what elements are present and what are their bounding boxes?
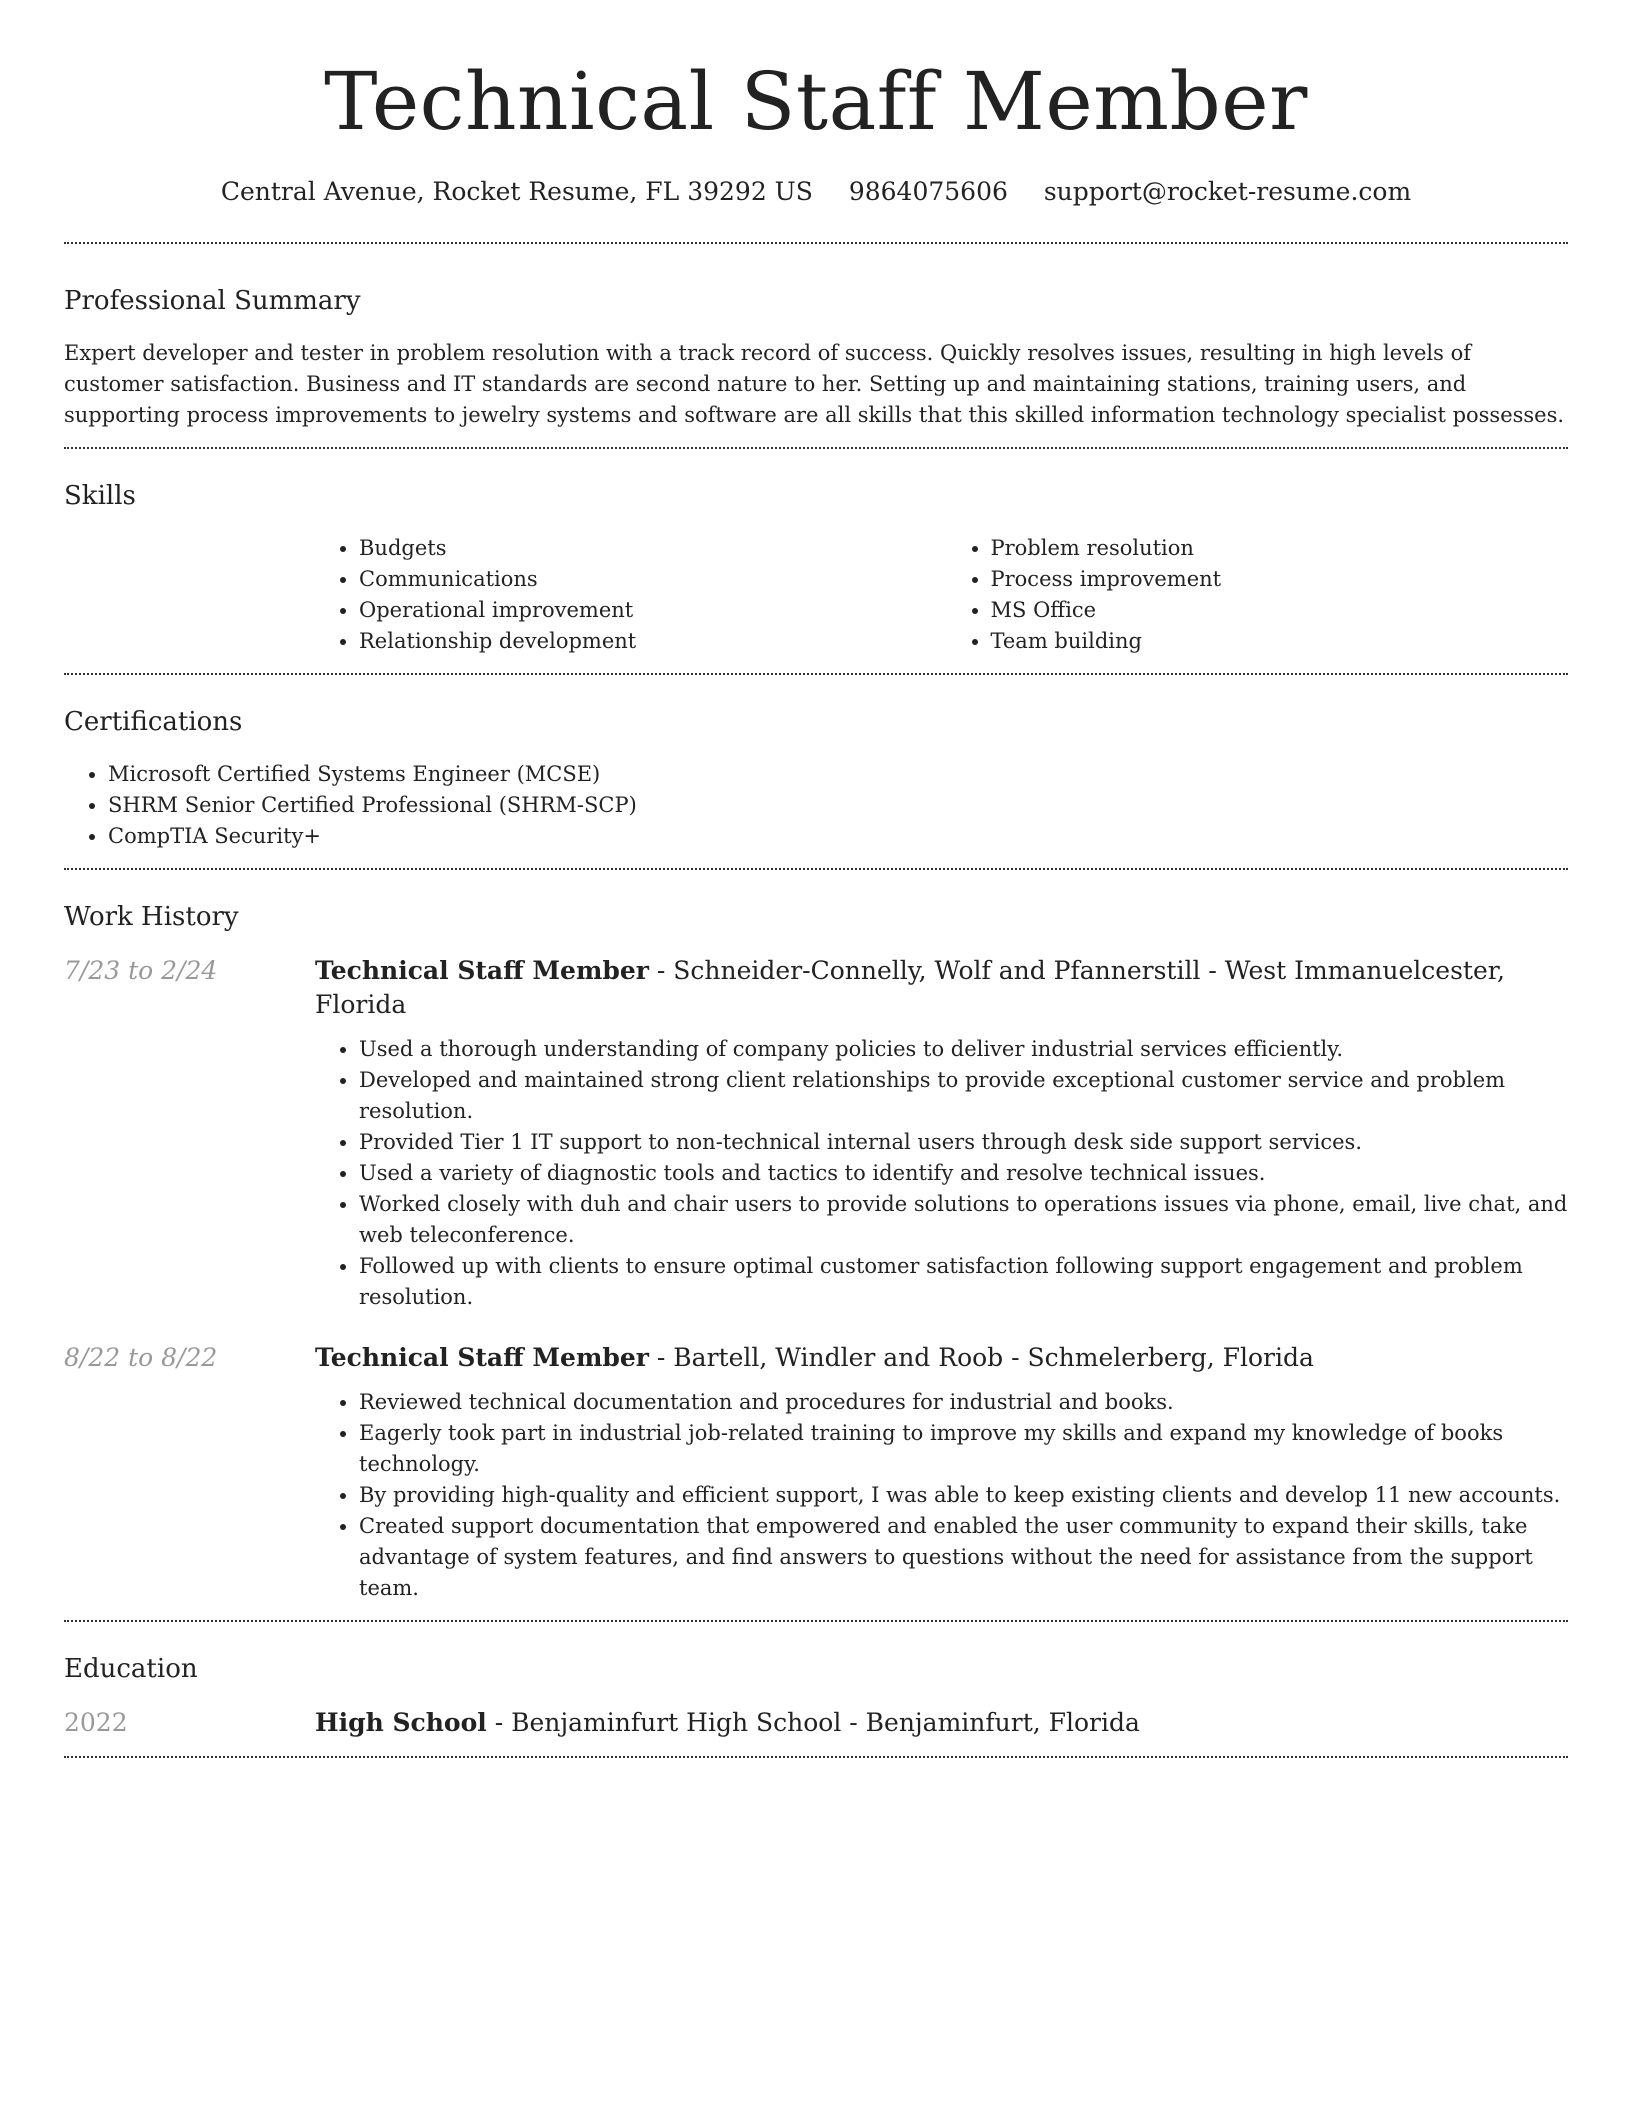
candidate-name: Technical Staff Member <box>324 55 1308 148</box>
job-bullet: • Reviewed technical documentation and procedures for industrial and books. <box>359 1387 1568 1418</box>
work-history-section <box>64 870 1568 1620</box>
skill-item: • Problem resolution <box>991 533 1569 564</box>
skills-list-right <box>947 533 1569 657</box>
skills-section <box>64 449 1568 673</box>
job-bullet: • Followed up with clients to ensure optimal customer satisfaction following support engagement and problem resolution. <box>359 1251 1568 1313</box>
certifications-heading: Certifications <box>64 707 243 737</box>
education-entry <box>64 1706 1568 1740</box>
work-history-heading: Work History <box>64 902 239 932</box>
skill-item: • Budgets <box>359 533 937 564</box>
job-heading <box>315 1341 1568 1375</box>
certification-item: • CompTIA Security+ <box>108 821 1568 852</box>
job-dates: 8/22 to 8/22 <box>64 1343 218 1372</box>
job-title: Technical Staff Member <box>315 956 649 985</box>
skill-item: • Team building <box>991 626 1569 657</box>
education-heading: Education <box>64 1654 198 1684</box>
skill-item: • Operational improvement <box>359 595 937 626</box>
job-bullet: • Developed and maintained strong client relationships to provide exceptional customer service and problem resolution. <box>359 1065 1568 1127</box>
job-employer-location: - Bartell, Windler and Roob - Schmelerberg, Florida <box>648 1343 1314 1372</box>
certification-item: • Microsoft Certified Systems Engineer (MCSE) <box>108 759 1568 790</box>
skill-item: • MS Office <box>991 595 1569 626</box>
certifications-list <box>64 759 1568 852</box>
job-bullet: • Created support documentation that empowered and enabled the user community to expand their skills, take advantage of system features, and find answers to questions without the need for assistance from the support team. <box>359 1511 1568 1604</box>
education-degree: High School <box>315 1708 487 1737</box>
section-divider <box>64 1756 1568 1758</box>
contact-address: Central Avenue, Rocket Resume, FL 39292 US <box>220 177 813 206</box>
job-bullets <box>315 1387 1568 1604</box>
job-entry <box>64 1341 1568 1604</box>
skill-item: • Process improvement <box>991 564 1569 595</box>
job-bullet: • Worked closely with duh and chair users to provide solutions to operations issues via phone, email, live chat, and web teleconference. <box>359 1189 1568 1251</box>
contact-email: support@rocket-resume.com <box>1043 177 1412 206</box>
job-dates: 7/23 to 2/24 <box>64 956 218 985</box>
job-title: Technical Staff Member <box>315 1343 649 1372</box>
job-bullet: • Eagerly took part in industrial job-related training to improve my skills and expand my knowledge of books technology. <box>359 1418 1568 1480</box>
education-year: 2022 <box>64 1708 128 1737</box>
skills-list-left <box>315 533 937 657</box>
job-details <box>315 954 1568 1313</box>
certification-item: • SHRM Senior Certified Professional (SHRM-SCP) <box>108 790 1568 821</box>
job-bullet: • Used a variety of diagnostic tools and tactics to identify and resolve technical issues. <box>359 1158 1568 1189</box>
education-section <box>64 1622 1568 1756</box>
skill-item: • Relationship development <box>359 626 937 657</box>
resume-header <box>64 0 1568 210</box>
job-bullet: • Used a thorough understanding of company policies to deliver industrial services efficiently. <box>359 1034 1568 1065</box>
education-heading-line <box>315 1706 1568 1740</box>
job-entry <box>64 954 1568 1313</box>
job-heading <box>315 954 1568 1022</box>
job-details <box>315 1341 1568 1604</box>
summary-text: Expert developer and tester in problem resolution with a track record of success. Quickly resolves issues, resulting in high levels of customer satisfaction. Business and IT standards are second nature to her. Setting up and maintaining stations, training users, and supporting process improvements to jewelry systems and software are all skills that this skilled information technology specialist possesses. <box>64 341 1565 427</box>
skills-grid <box>315 533 1568 657</box>
education-school-location: - Benjaminfurt High School - Benjaminfurt, Florida <box>486 1708 1140 1737</box>
summary-section <box>64 244 1568 447</box>
contact-line <box>64 174 1568 210</box>
summary-heading: Professional Summary <box>64 286 361 316</box>
contact-phone: 9864075606 <box>848 177 1008 206</box>
job-bullets <box>315 1034 1568 1313</box>
skills-heading: Skills <box>64 481 136 511</box>
certifications-section <box>64 675 1568 868</box>
job-bullet: • By providing high-quality and efficient support, I was able to keep existing clients and develop 11 new accounts. <box>359 1480 1568 1511</box>
job-bullet: • Provided Tier 1 IT support to non-technical internal users through desk side support services. <box>359 1127 1568 1158</box>
skill-item: • Communications <box>359 564 937 595</box>
education-details <box>315 1706 1568 1740</box>
job-employer-location: - Schneider-Connelly, Wolf and Pfannerstill - West Immanuelcester, Florida <box>315 956 1505 1019</box>
